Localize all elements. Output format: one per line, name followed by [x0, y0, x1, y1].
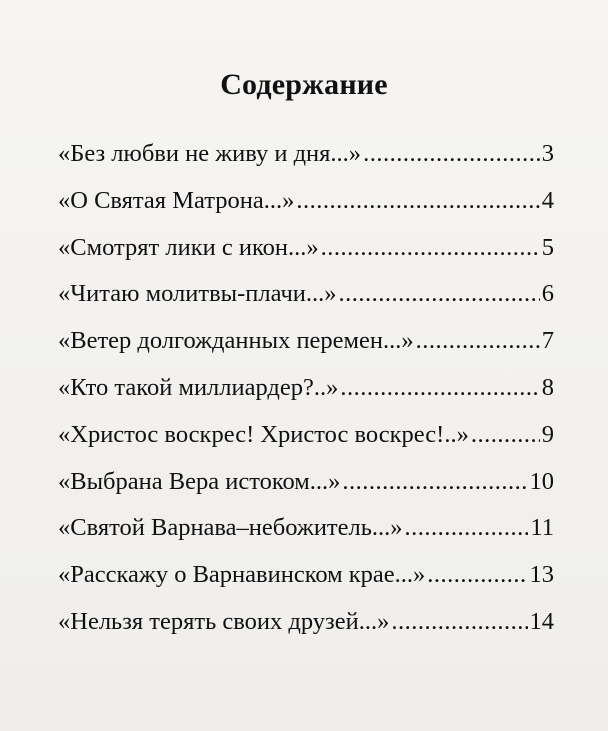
- toc-entry-title: «Расскажу о Варнавинском крае...»: [58, 561, 426, 589]
- toc-leader-dots: [471, 421, 540, 449]
- toc-leader-dots: [339, 280, 540, 308]
- toc-entry-page: 8: [541, 373, 554, 401]
- toc-entry-page: 13: [529, 561, 554, 589]
- toc-leader-dots: [416, 327, 540, 355]
- toc-leader-dots: [340, 374, 539, 402]
- toc-entry: [58, 374, 554, 421]
- toc-entry-page: 4: [541, 186, 554, 214]
- toc-entry: [58, 421, 554, 468]
- toc-entry-title: «Без любви не живу и дня...»: [58, 140, 362, 167]
- toc-entry-page: 9: [541, 420, 554, 448]
- toc-leader-dots: [363, 140, 540, 168]
- toc-leader-dots: [321, 234, 540, 262]
- toc-entry-page: 5: [541, 233, 554, 261]
- toc-leader-dots: [427, 561, 527, 589]
- contents-heading: Содержание: [220, 68, 388, 101]
- toc-entry-title: «Нельзя терять своих друзей...»: [58, 607, 390, 635]
- toc-entry: [58, 561, 554, 608]
- toc-entry-page: 6: [541, 280, 554, 308]
- toc-entry: [58, 187, 554, 234]
- toc-entry: [58, 608, 554, 655]
- toc-entry: [58, 140, 554, 187]
- toc-entry: [58, 468, 554, 515]
- toc-entry-page: 11: [530, 514, 554, 542]
- toc-entry-page: 14: [529, 607, 554, 635]
- toc-entry-page: 3: [541, 140, 554, 167]
- toc-entry-title: «О Святая Матрона...»: [58, 186, 295, 214]
- toc-entry: [58, 280, 554, 327]
- toc-entry-title: «Выбрана Вера истоком...»: [58, 467, 341, 495]
- toc-entry-title: «Смотрят лики с икон...»: [58, 233, 319, 261]
- toc-entry-title: «Читаю молитвы-плачи...»: [58, 280, 337, 308]
- toc-entry: [58, 327, 554, 374]
- toc-leader-dots: [405, 514, 529, 542]
- table-of-contents: [58, 140, 554, 655]
- toc-entry-title: «Кто такой миллиардер?..»: [58, 373, 339, 401]
- toc-entry: [58, 514, 554, 561]
- toc-entry-title: «Христос воскрес! Христос воскрес!..»: [58, 420, 469, 448]
- toc-entry-page: 7: [541, 327, 554, 355]
- toc-entry-title: «Святой Варнава–небожитель...»: [58, 514, 403, 542]
- toc-leader-dots: [342, 468, 527, 496]
- toc-leader-dots: [296, 187, 539, 215]
- toc-leader-dots: [391, 608, 527, 636]
- toc-entry: [58, 234, 554, 281]
- toc-entry-title: «Ветер долгожданных перемен...»: [58, 327, 414, 355]
- toc-entry-page: 10: [529, 467, 554, 495]
